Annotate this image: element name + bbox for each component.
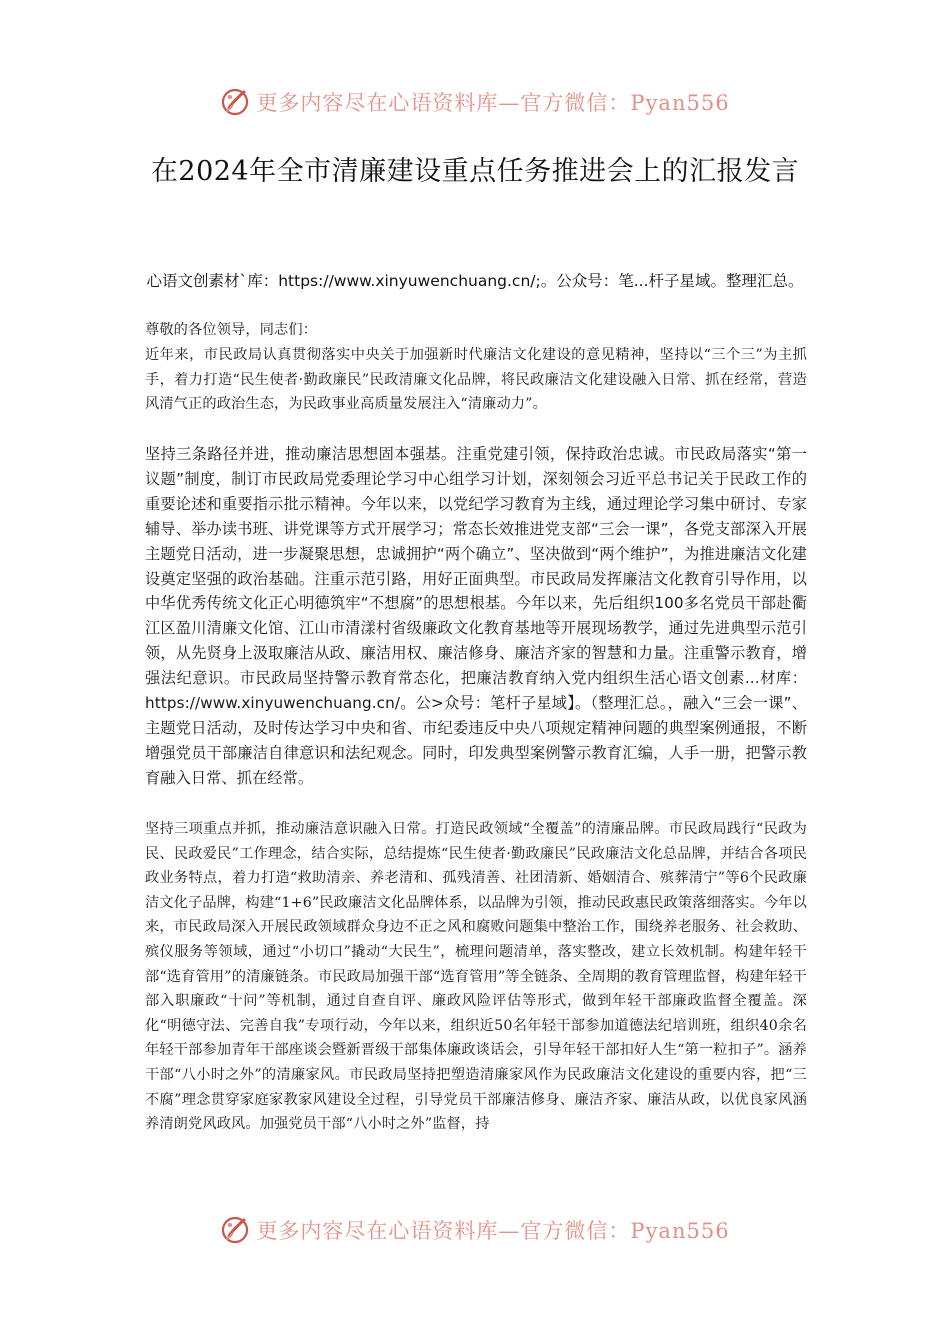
watermark-text: 更多内容尽在心语资料库—官方微信：Pyan556	[256, 1219, 730, 1243]
paragraph-three-paths: 坚持三条路径并进，推动廉洁思想固本强基。注重党建引领，保持政治忠诚。市民政局落实“第一议题”制度，制订市民政局党委理论学习中心组学习计划，深刻领会习近平总书记关于民政工作的重要论述和重要指示批示精神。今年以来，以党纪学习教育为主线，通过理论学习集中研讨、专家辅导、举办读书班、讲党课等方式开展学习；常态长效推进党支部“三会一课”，各党支部深入开展主题党日活动，进一步凝聚思想，忠诚拥护“两个确立”、坚决做到“两个维护”，为推进廉洁文化建设奠定坚强的政治基础。注重示范引路，用好正面典型。市民政局发挥廉洁文化教育引导作用，以中华优秀传统文化正心明德筑牢“不想腐”的思想根基。今年以来，先后组织100多名党员干部赴衢江区盈川清廉文化馆、江山市清漾村省级廉政文化教育基地等开展现场教学，通过先进典型示范引领，从先贤身上汲取廉洁从政、廉洁用权、廉洁修身、廉洁齐家的智慧和力量。注重警示教育，增强法纪意识。市民政局坚持警示教育常态化，把廉洁教育纳入党内组织生活心语文创素...材库：https://www.xinyuwenchuang.cn/。公>众号：笔杆子星域】。（整理汇总。，融入“三会一课”、主题党日活动，及时传达学习中央和省、市纪委违反中央八项规定精神问题的典型案例通报，不断增强党员干部廉洁自律意识和法纪观念。同时，印发典型案例警示教育汇编，人手一册，把警示教育融入日常、抓在经常。	[145, 445, 807, 787]
watermark-text: 更多内容尽在心语资料库—官方微信：Pyan556	[256, 91, 730, 115]
brush-logo-icon	[220, 86, 252, 118]
brush-logo-icon	[220, 1214, 252, 1246]
greeting: 尊敬的各位领导，同志们：	[145, 322, 318, 338]
document-title: 在2024年全市清廉建设重点任务推进会上的汇报发言	[150, 156, 800, 187]
watermark-banner-top	[0, 82, 950, 122]
paragraph-three-priorities: 坚持三项重点并抓，推动廉洁意识融入日常。打造民政领域“全覆盖”的清廉品牌。市民政局践行“民政为民、民政爱民”工作理念，结合实际，总结提炼“民生使者·勤政廉民”民政廉洁文化总品牌，并结合各项民政业务特点，着力打造“救助清亲、养老清和、孤残清善、社团清新、婚姻清合、殡葬清宁”等6个民政廉洁文化子品牌，构建“1+6”民政廉洁文化品牌体系，以品牌为引领，推动民政惠民政策落细落实。今年以来，市民政局深入开展民政领域群众身边不正之风和腐败问题集中整治工作，围绕养老服务、社会救助、殡仪服务等领域，通过“小切口”撬动“大民生”，梳理问题清单，落实整改，建立长效机制。构建年轻干部“选育管用”的清廉链条。市民政局加强干部“选育管用”等全链条、全周期的教育管理监督，构建年轻干部入职廉政“十问”等机制，通过自查自评、廉政风险评估等形式，做到年轻干部廉政监督全覆盖。深化“明德守法、完善自我”专项行动，今年以来，组织近50名年轻干部参加道德法纪培训班，组织40余名年轻干部参加青年干部座谈会暨新晋级干部集体廉政谈话会，引导年轻干部扣好人生“第一粒扣子”。涵养干部“八小时之外”的清廉家风。市民政局坚持把塑造清廉家风作为民政廉洁文化建设的重要内容，把“三不腐”理念贯穿家庭家教家风建设全过程，引导党员干部廉洁修身、廉洁齐家、廉洁从政，以优良家风涵养清朗党风政风。加强党员干部“八小时之外”监督，持	[145, 821, 807, 1133]
paragraph-intro: 近年来，市民政局认真贯彻落实中央关于加强新时代廉洁文化建设的意见精神，坚持以“三个三”为主抓手，着力打造“民生使者·勤政廉民”民政清廉文化品牌，将民政廉洁文化建设融入日常、抓在经常，营造风清气正的政治生态，为民政事业高质量发展注入“清廉动力”。	[145, 347, 807, 413]
source-note: 心语文创素材`库：https://www.xinyuwenchuang.cn/;。公众号：笔...杆子星域。整理汇总。	[146, 272, 804, 290]
watermark-banner-bottom	[0, 1210, 950, 1250]
